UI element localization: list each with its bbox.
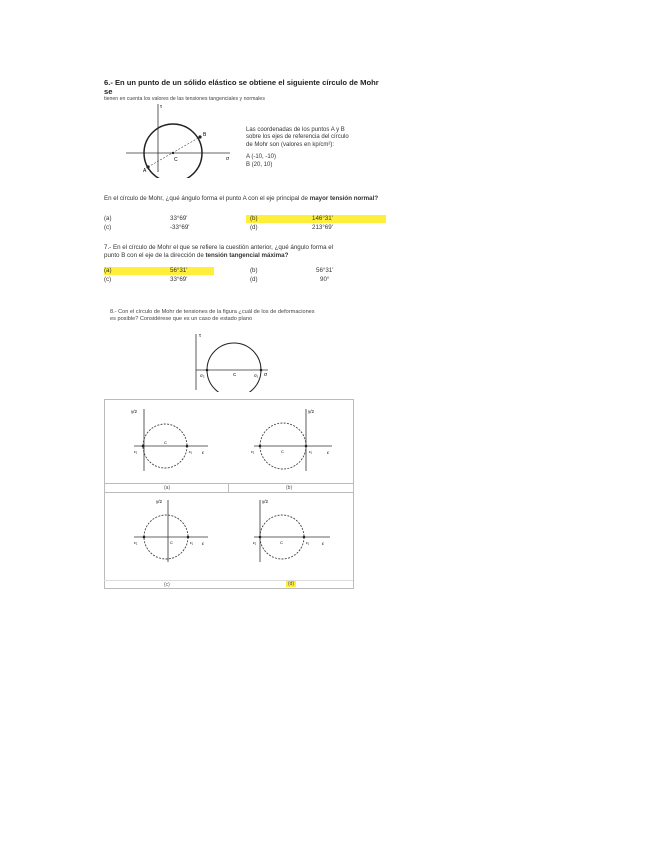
xlabel: ε (322, 541, 325, 546)
point-e2 (259, 536, 262, 539)
points-text-3: de Mohr son (valores en kp/cm²): (246, 141, 335, 148)
question-6-subtitle: tienen en cuenta los valores de las tensiones tangenciales y normales (104, 96, 265, 102)
e2-label: ε₂ (253, 540, 257, 545)
option-6c[interactable]: (c) -33°69' (104, 224, 190, 231)
point-s2 (206, 369, 209, 372)
option-8c-figure[interactable] (128, 496, 212, 566)
point-e1 (187, 536, 190, 539)
e1-label: ε₁ (190, 540, 194, 545)
sigma-label: σ (226, 156, 230, 162)
sigma-label: σ (264, 372, 268, 378)
point-b (198, 135, 201, 138)
option-6b-highlighted[interactable]: (b) 146°31' (246, 215, 386, 223)
point-a-coords: A (-10, -10) (246, 154, 277, 161)
c-label: C (164, 440, 167, 445)
e1-label: ε₁ (306, 540, 310, 545)
question-7-text-2: punto B con el eje de la dirección de (104, 251, 204, 259)
question-6-bold: mayor tensión normal? (309, 195, 379, 202)
divider-h3 (104, 580, 353, 581)
mohr-circle-figure (118, 100, 238, 178)
points-description (246, 127, 386, 169)
option-6d[interactable]: (d) 213°69' (250, 224, 333, 231)
point-e2 (143, 536, 146, 539)
xlabel: ε (202, 450, 205, 455)
points-text-2: sobre los ejes de referencia del círculo (246, 134, 349, 141)
e1-label: ε₁ (189, 449, 193, 454)
xlabel: ε (327, 450, 330, 455)
option-8d-label-highlighted[interactable]: (d) (288, 581, 295, 587)
ylabel: γ/2 (308, 409, 315, 414)
e2-label: ε₂ (134, 540, 138, 545)
s1-label: σ₁ (254, 373, 259, 378)
e2-label: ε₂ (251, 449, 255, 454)
s2-label: σ₂ (200, 373, 205, 378)
question-8-prompt (110, 309, 370, 323)
question-7-prompt (104, 244, 386, 259)
ylabel: γ/2 (262, 499, 269, 504)
question-7-options (104, 267, 386, 287)
option-7c[interactable]: (c) 33°69' (104, 276, 188, 283)
divider-h2 (104, 492, 353, 493)
option-7d[interactable]: (d) 90° (250, 276, 330, 283)
option-7a-highlighted[interactable]: (a) 56°31' (104, 267, 214, 275)
c-label: C (280, 540, 283, 545)
option-8a-figure[interactable] (128, 405, 212, 475)
point-b-coords: B (20, 10) (246, 161, 273, 168)
c-label: C (281, 449, 284, 454)
stress-mohr-figure (188, 330, 272, 392)
option-8b-label[interactable]: (b) (286, 485, 293, 491)
question-6-prompt (104, 195, 386, 203)
ylabel: γ/2 (131, 409, 138, 414)
point-e1 (303, 536, 306, 539)
question-7-text: 7.- En el círculo de Mohr el que se refiere la cuestión anterior, ¿qué ángulo forma el (104, 244, 334, 251)
point-a (146, 165, 149, 168)
tau-label: τ (160, 104, 162, 110)
question-6-options (104, 215, 386, 235)
mohr-circle (144, 124, 202, 178)
question-6-text: En el círculo de Mohr, ¿qué ángulo forma el punto A con el eje principal de (104, 195, 308, 202)
point-e1 (305, 445, 308, 448)
option-7b[interactable]: (b) 56°31' (250, 267, 334, 274)
tau-label: τ (199, 333, 201, 339)
option-8d-figure[interactable] (250, 496, 334, 566)
divider-v1 (228, 483, 229, 492)
b-label: B (203, 132, 207, 138)
stress-circle (207, 343, 261, 392)
points-text-1: Las coordenadas de los puntos A y B (246, 127, 345, 133)
question-6 (104, 78, 386, 102)
question-7-bold: tensión tangencial máxima? (205, 251, 289, 259)
point-e1 (186, 445, 189, 448)
option-8b-figure[interactable] (250, 405, 334, 475)
e2-label: ε₂ (134, 449, 138, 454)
xlabel: ε (202, 541, 205, 546)
c-label: C (233, 372, 237, 377)
question-6-title: 6.- En un punto de un sólido elástico se obtiene el siguiente círculo de Mohr se (104, 78, 379, 96)
point-s1 (260, 369, 263, 372)
c-label: C (174, 157, 178, 163)
c-label: C (170, 540, 173, 545)
point-c (172, 152, 174, 154)
e1-label: ε₁ (309, 449, 313, 454)
point-e2 (259, 445, 262, 448)
option-8a-label[interactable]: (a) (164, 485, 171, 491)
question-8-text: 8.- Con el círculo de Mohr de tensiones de la figura ¿cuál de los de deformaciones (110, 309, 315, 315)
question-8-text-2: es posible? Considérese que es un caso de estado plano (110, 316, 253, 322)
a-label: A (143, 168, 147, 174)
point-e2 (142, 445, 145, 448)
option-6a[interactable]: (a) 33°69' (104, 215, 188, 222)
ylabel: γ/2 (156, 499, 163, 504)
option-8c-label[interactable]: (c) (164, 582, 170, 588)
